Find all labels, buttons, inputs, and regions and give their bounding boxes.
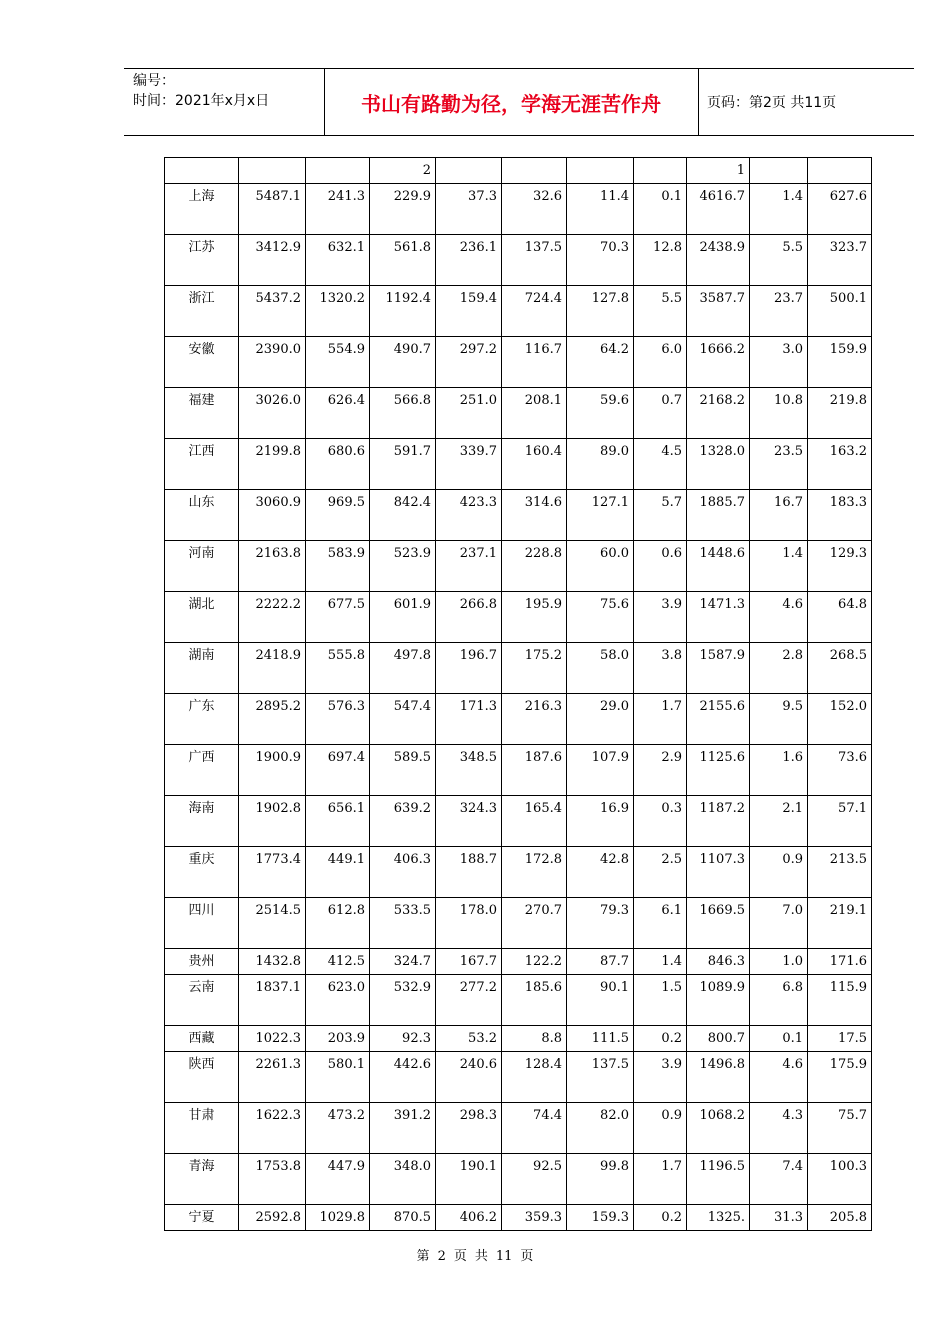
- value-cell: 0.9: [750, 847, 808, 898]
- value-cell: 277.2: [436, 975, 502, 1026]
- value-cell: 500.1: [808, 286, 872, 337]
- region-cell: 四川: [165, 898, 239, 949]
- value-cell: 1902.8: [239, 796, 306, 847]
- table-row: [165, 388, 872, 439]
- value-cell: [750, 158, 808, 184]
- value-cell: 4.6: [750, 1052, 808, 1103]
- value-cell: 3026.0: [239, 388, 306, 439]
- header-meta: [124, 69, 325, 135]
- value-cell: 677.5: [306, 592, 370, 643]
- value-cell: 53.2: [436, 1026, 502, 1052]
- value-cell: 4616.7: [687, 184, 750, 235]
- value-cell: 1900.9: [239, 745, 306, 796]
- value-cell: 2: [370, 158, 436, 184]
- region-cell: 河南: [165, 541, 239, 592]
- value-cell: 7.0: [750, 898, 808, 949]
- value-cell: 1196.5: [687, 1154, 750, 1205]
- value-cell: 1.7: [634, 1154, 687, 1205]
- value-cell: 165.4: [502, 796, 567, 847]
- value-cell: 64.2: [567, 337, 634, 388]
- footer-part: 第: [416, 1249, 430, 1264]
- value-cell: 1022.3: [239, 1026, 306, 1052]
- region-cell: 广西: [165, 745, 239, 796]
- table-row: [165, 975, 872, 1026]
- value-cell: 266.8: [436, 592, 502, 643]
- footer-part: 共: [474, 1249, 488, 1264]
- value-cell: 2.5: [634, 847, 687, 898]
- value-cell: 1773.4: [239, 847, 306, 898]
- value-cell: 2438.9: [687, 235, 750, 286]
- value-cell: 391.2: [370, 1103, 436, 1154]
- table-row: [165, 796, 872, 847]
- value-cell: 406.2: [436, 1205, 502, 1231]
- value-cell: 348.5: [436, 745, 502, 796]
- value-cell: 70.3: [567, 235, 634, 286]
- value-cell: 57.1: [808, 796, 872, 847]
- table-row: [165, 235, 872, 286]
- value-cell: 724.4: [502, 286, 567, 337]
- value-cell: 1089.9: [687, 975, 750, 1026]
- value-cell: 412.5: [306, 949, 370, 975]
- value-cell: 9.5: [750, 694, 808, 745]
- table-row: [165, 337, 872, 388]
- value-cell: 639.2: [370, 796, 436, 847]
- value-cell: 1.4: [750, 541, 808, 592]
- value-cell: 2261.3: [239, 1052, 306, 1103]
- value-cell: 0.1: [634, 184, 687, 235]
- value-cell: 0.6: [634, 541, 687, 592]
- region-cell: 广东: [165, 694, 239, 745]
- value-cell: 447.9: [306, 1154, 370, 1205]
- value-cell: 5437.2: [239, 286, 306, 337]
- region-cell: 安徽: [165, 337, 239, 388]
- value-cell: 298.3: [436, 1103, 502, 1154]
- value-cell: 12.8: [634, 235, 687, 286]
- value-cell: 188.7: [436, 847, 502, 898]
- region-cell: 青海: [165, 1154, 239, 1205]
- value-cell: 208.1: [502, 388, 567, 439]
- value-cell: 89.0: [567, 439, 634, 490]
- table-row: [165, 694, 872, 745]
- table-row: [165, 158, 872, 184]
- footer-total-pages: 11: [495, 1249, 513, 1264]
- value-cell: 547.4: [370, 694, 436, 745]
- value-cell: 1: [687, 158, 750, 184]
- region-cell: [165, 158, 239, 184]
- value-cell: 1471.3: [687, 592, 750, 643]
- value-cell: 23.7: [750, 286, 808, 337]
- value-cell: 3.9: [634, 592, 687, 643]
- value-cell: 0.9: [634, 1103, 687, 1154]
- value-cell: 2895.2: [239, 694, 306, 745]
- value-cell: 11.4: [567, 184, 634, 235]
- value-cell: 3.0: [750, 337, 808, 388]
- value-cell: 656.1: [306, 796, 370, 847]
- value-cell: 3.9: [634, 1052, 687, 1103]
- value-cell: 612.8: [306, 898, 370, 949]
- value-cell: [502, 158, 567, 184]
- value-cell: 1622.3: [239, 1103, 306, 1154]
- region-cell: 湖北: [165, 592, 239, 643]
- value-cell: 591.7: [370, 439, 436, 490]
- region-cell: 山东: [165, 490, 239, 541]
- value-cell: 554.9: [306, 337, 370, 388]
- value-cell: 75.6: [567, 592, 634, 643]
- page-header: [124, 68, 914, 136]
- value-cell: 4.3: [750, 1103, 808, 1154]
- value-cell: 152.0: [808, 694, 872, 745]
- value-cell: 58.0: [567, 643, 634, 694]
- value-cell: 969.5: [306, 490, 370, 541]
- value-cell: 583.9: [306, 541, 370, 592]
- value-cell: 348.0: [370, 1154, 436, 1205]
- value-cell: 190.1: [436, 1154, 502, 1205]
- value-cell: 1448.6: [687, 541, 750, 592]
- value-cell: 1837.1: [239, 975, 306, 1026]
- value-cell: 216.3: [502, 694, 567, 745]
- table-row: [165, 439, 872, 490]
- value-cell: 1029.8: [306, 1205, 370, 1231]
- value-cell: 6.0: [634, 337, 687, 388]
- value-cell: 473.2: [306, 1103, 370, 1154]
- value-cell: 1320.2: [306, 286, 370, 337]
- region-cell: 甘肃: [165, 1103, 239, 1154]
- value-cell: 42.8: [567, 847, 634, 898]
- table-row: [165, 898, 872, 949]
- table-row: [165, 490, 872, 541]
- value-cell: 1.6: [750, 745, 808, 796]
- value-cell: 64.8: [808, 592, 872, 643]
- value-cell: 196.7: [436, 643, 502, 694]
- data-table: [164, 157, 872, 1231]
- value-cell: 842.4: [370, 490, 436, 541]
- value-cell: 680.6: [306, 439, 370, 490]
- table-row: [165, 541, 872, 592]
- value-cell: 323.7: [808, 235, 872, 286]
- value-cell: 1666.2: [687, 337, 750, 388]
- value-cell: 175.2: [502, 643, 567, 694]
- table-row: [165, 592, 872, 643]
- table-row: [165, 745, 872, 796]
- value-cell: 16.7: [750, 490, 808, 541]
- value-cell: 16.9: [567, 796, 634, 847]
- value-cell: 90.1: [567, 975, 634, 1026]
- value-cell: 449.1: [306, 847, 370, 898]
- value-cell: 159.4: [436, 286, 502, 337]
- value-cell: 2.1: [750, 796, 808, 847]
- value-cell: 107.9: [567, 745, 634, 796]
- table-row: [165, 1154, 872, 1205]
- value-cell: 5.7: [634, 490, 687, 541]
- value-cell: 219.1: [808, 898, 872, 949]
- table-row: [165, 184, 872, 235]
- value-cell: 1.0: [750, 949, 808, 975]
- value-cell: 8.8: [502, 1026, 567, 1052]
- value-cell: [306, 158, 370, 184]
- value-cell: 406.3: [370, 847, 436, 898]
- value-cell: 270.7: [502, 898, 567, 949]
- region-cell: 上海: [165, 184, 239, 235]
- value-cell: 1753.8: [239, 1154, 306, 1205]
- value-cell: 87.7: [567, 949, 634, 975]
- region-cell: 江苏: [165, 235, 239, 286]
- value-cell: 17.5: [808, 1026, 872, 1052]
- value-cell: 195.9: [502, 592, 567, 643]
- value-cell: 3.8: [634, 643, 687, 694]
- value-cell: 532.9: [370, 975, 436, 1026]
- value-cell: 3587.7: [687, 286, 750, 337]
- value-cell: [808, 158, 872, 184]
- value-cell: 423.3: [436, 490, 502, 541]
- value-cell: 339.7: [436, 439, 502, 490]
- value-cell: 73.6: [808, 745, 872, 796]
- header-page-info: 页码：第2页 共11页: [707, 95, 837, 111]
- value-cell: 870.5: [370, 1205, 436, 1231]
- value-cell: 23.5: [750, 439, 808, 490]
- value-cell: 240.6: [436, 1052, 502, 1103]
- value-cell: 1192.4: [370, 286, 436, 337]
- value-cell: 1325.: [687, 1205, 750, 1231]
- value-cell: 171.6: [808, 949, 872, 975]
- value-cell: 213.5: [808, 847, 872, 898]
- value-cell: 4.5: [634, 439, 687, 490]
- value-cell: 324.7: [370, 949, 436, 975]
- value-cell: 1.4: [634, 949, 687, 975]
- value-cell: 1187.2: [687, 796, 750, 847]
- region-cell: 宁夏: [165, 1205, 239, 1231]
- value-cell: 137.5: [502, 235, 567, 286]
- value-cell: 632.1: [306, 235, 370, 286]
- value-cell: 359.3: [502, 1205, 567, 1231]
- value-cell: 1.4: [750, 184, 808, 235]
- table-row: [165, 949, 872, 975]
- value-cell: 100.3: [808, 1154, 872, 1205]
- value-cell: 324.3: [436, 796, 502, 847]
- table-row: [165, 1103, 872, 1154]
- value-cell: 251.0: [436, 388, 502, 439]
- value-cell: 31.3: [750, 1205, 808, 1231]
- value-cell: 92.5: [502, 1154, 567, 1205]
- region-cell: 湖南: [165, 643, 239, 694]
- value-cell: 236.1: [436, 235, 502, 286]
- value-cell: 175.9: [808, 1052, 872, 1103]
- value-cell: 127.1: [567, 490, 634, 541]
- value-cell: 6.1: [634, 898, 687, 949]
- value-cell: 800.7: [687, 1026, 750, 1052]
- value-cell: 0.1: [750, 1026, 808, 1052]
- value-cell: 37.3: [436, 184, 502, 235]
- value-cell: 82.0: [567, 1103, 634, 1154]
- value-cell: 1432.8: [239, 949, 306, 975]
- value-cell: 0.2: [634, 1205, 687, 1231]
- value-cell: 79.3: [567, 898, 634, 949]
- region-cell: 重庆: [165, 847, 239, 898]
- value-cell: 219.8: [808, 388, 872, 439]
- number-label: 编号：: [133, 73, 175, 89]
- region-cell: 福建: [165, 388, 239, 439]
- value-cell: 183.3: [808, 490, 872, 541]
- value-cell: 623.0: [306, 975, 370, 1026]
- value-cell: 5487.1: [239, 184, 306, 235]
- value-cell: 127.8: [567, 286, 634, 337]
- value-cell: 137.5: [567, 1052, 634, 1103]
- region-cell: 云南: [165, 975, 239, 1026]
- value-cell: 128.4: [502, 1052, 567, 1103]
- value-cell: 601.9: [370, 592, 436, 643]
- value-cell: 0.2: [634, 1026, 687, 1052]
- value-cell: 589.5: [370, 745, 436, 796]
- region-cell: 西藏: [165, 1026, 239, 1052]
- value-cell: 0.3: [634, 796, 687, 847]
- value-cell: 159.9: [808, 337, 872, 388]
- value-cell: [567, 158, 634, 184]
- table-row: [165, 1026, 872, 1052]
- time-label: 时间：2021年x月x日: [133, 93, 270, 109]
- value-cell: 75.7: [808, 1103, 872, 1154]
- value-cell: 237.1: [436, 541, 502, 592]
- value-cell: 122.2: [502, 949, 567, 975]
- value-cell: 6.8: [750, 975, 808, 1026]
- value-cell: 60.0: [567, 541, 634, 592]
- value-cell: 1587.9: [687, 643, 750, 694]
- value-cell: 1669.5: [687, 898, 750, 949]
- footer-part: 页: [520, 1249, 534, 1264]
- value-cell: 29.0: [567, 694, 634, 745]
- value-cell: 2168.2: [687, 388, 750, 439]
- value-cell: 1885.7: [687, 490, 750, 541]
- value-cell: [436, 158, 502, 184]
- value-cell: 229.9: [370, 184, 436, 235]
- value-cell: 3060.9: [239, 490, 306, 541]
- value-cell: 1.5: [634, 975, 687, 1026]
- value-cell: 297.2: [436, 337, 502, 388]
- value-cell: 442.6: [370, 1052, 436, 1103]
- value-cell: 99.8: [567, 1154, 634, 1205]
- value-cell: 185.6: [502, 975, 567, 1026]
- value-cell: 2199.8: [239, 439, 306, 490]
- value-cell: 2222.2: [239, 592, 306, 643]
- value-cell: 566.8: [370, 388, 436, 439]
- page-footer: [0, 1245, 950, 1264]
- value-cell: 490.7: [370, 337, 436, 388]
- value-cell: 2.9: [634, 745, 687, 796]
- value-cell: 846.3: [687, 949, 750, 975]
- value-cell: 576.3: [306, 694, 370, 745]
- value-cell: 171.3: [436, 694, 502, 745]
- value-cell: 0.7: [634, 388, 687, 439]
- value-cell: 2514.5: [239, 898, 306, 949]
- value-cell: 1068.2: [687, 1103, 750, 1154]
- value-cell: 116.7: [502, 337, 567, 388]
- value-cell: 2418.9: [239, 643, 306, 694]
- table-row: [165, 1205, 872, 1231]
- value-cell: 4.6: [750, 592, 808, 643]
- value-cell: 533.5: [370, 898, 436, 949]
- value-cell: 1496.8: [687, 1052, 750, 1103]
- header-motto: 书山有路勤为径，学海无涯苦作舟: [324, 69, 699, 135]
- value-cell: 561.8: [370, 235, 436, 286]
- value-cell: 697.4: [306, 745, 370, 796]
- value-cell: 163.2: [808, 439, 872, 490]
- region-cell: 江西: [165, 439, 239, 490]
- value-cell: 5.5: [750, 235, 808, 286]
- table-row: [165, 1052, 872, 1103]
- value-cell: 32.6: [502, 184, 567, 235]
- value-cell: 7.4: [750, 1154, 808, 1205]
- value-cell: 2.8: [750, 643, 808, 694]
- value-cell: 172.8: [502, 847, 567, 898]
- value-cell: 627.6: [808, 184, 872, 235]
- region-cell: 海南: [165, 796, 239, 847]
- value-cell: 523.9: [370, 541, 436, 592]
- value-cell: 1.7: [634, 694, 687, 745]
- value-cell: 115.9: [808, 975, 872, 1026]
- table-row: [165, 847, 872, 898]
- value-cell: 167.7: [436, 949, 502, 975]
- value-cell: 2163.8: [239, 541, 306, 592]
- value-cell: [239, 158, 306, 184]
- value-cell: 2592.8: [239, 1205, 306, 1231]
- footer-part: 页: [453, 1249, 467, 1264]
- value-cell: 3412.9: [239, 235, 306, 286]
- value-cell: 178.0: [436, 898, 502, 949]
- value-cell: 160.4: [502, 439, 567, 490]
- value-cell: 268.5: [808, 643, 872, 694]
- value-cell: 10.8: [750, 388, 808, 439]
- value-cell: 241.3: [306, 184, 370, 235]
- footer-current-page: 2: [437, 1249, 446, 1264]
- value-cell: 205.8: [808, 1205, 872, 1231]
- value-cell: 580.1: [306, 1052, 370, 1103]
- value-cell: 1107.3: [687, 847, 750, 898]
- value-cell: 626.4: [306, 388, 370, 439]
- value-cell: 1328.0: [687, 439, 750, 490]
- value-cell: 497.8: [370, 643, 436, 694]
- table-row: [165, 286, 872, 337]
- value-cell: 314.6: [502, 490, 567, 541]
- value-cell: 129.3: [808, 541, 872, 592]
- value-cell: 1125.6: [687, 745, 750, 796]
- value-cell: 203.9: [306, 1026, 370, 1052]
- value-cell: 2390.0: [239, 337, 306, 388]
- value-cell: 159.3: [567, 1205, 634, 1231]
- region-cell: 浙江: [165, 286, 239, 337]
- value-cell: [634, 158, 687, 184]
- table-row: [165, 643, 872, 694]
- value-cell: 92.3: [370, 1026, 436, 1052]
- value-cell: 555.8: [306, 643, 370, 694]
- region-cell: 贵州: [165, 949, 239, 975]
- value-cell: 2155.6: [687, 694, 750, 745]
- region-cell: 陕西: [165, 1052, 239, 1103]
- value-cell: 59.6: [567, 388, 634, 439]
- value-cell: 111.5: [567, 1026, 634, 1052]
- value-cell: 228.8: [502, 541, 567, 592]
- value-cell: 187.6: [502, 745, 567, 796]
- value-cell: 5.5: [634, 286, 687, 337]
- value-cell: 74.4: [502, 1103, 567, 1154]
